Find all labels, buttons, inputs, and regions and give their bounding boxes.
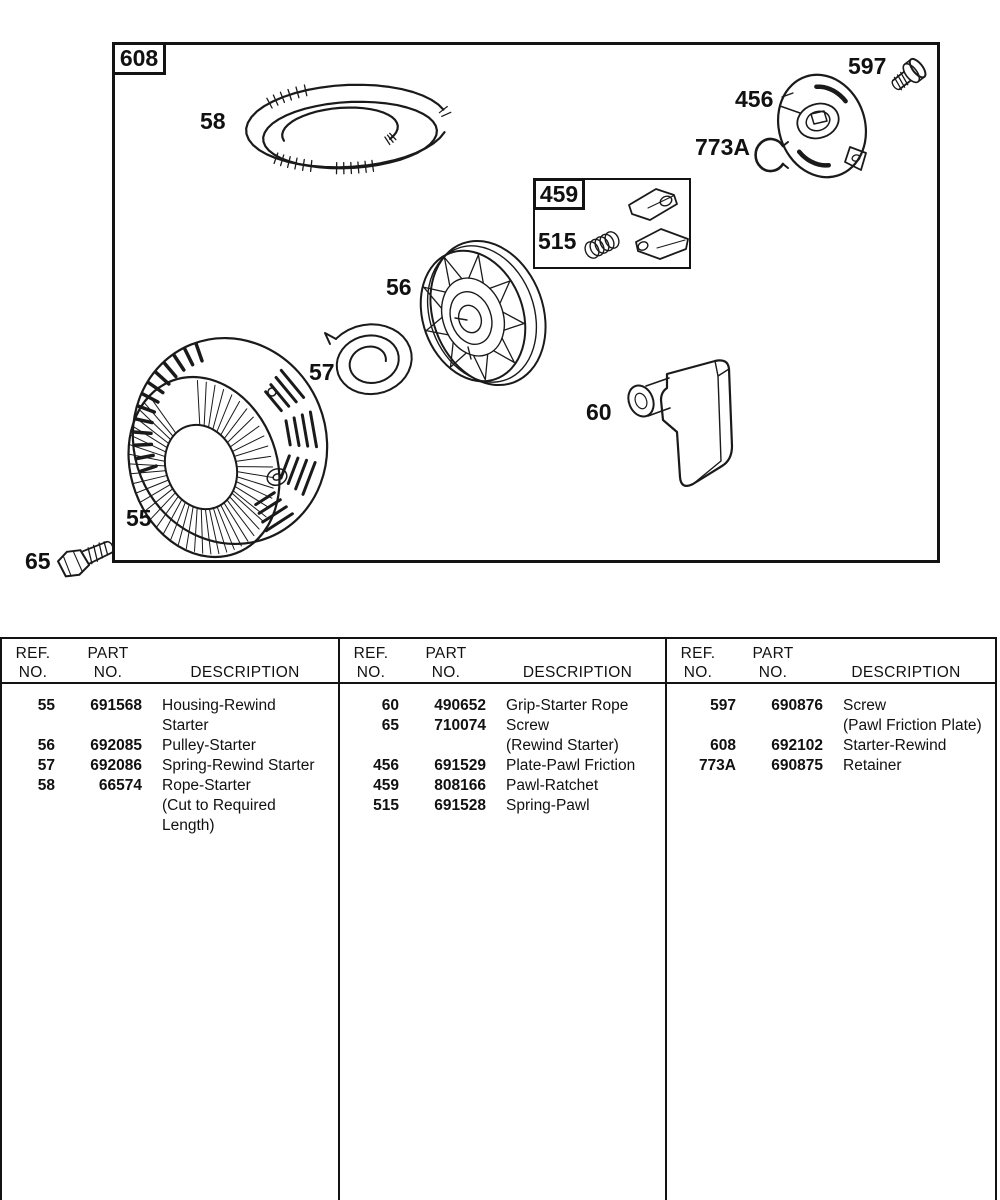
ref-cell: 597 (710, 697, 736, 714)
table-row (2, 816, 338, 836)
part-label-screw-65: 65 (25, 548, 51, 574)
table-group-1 (2, 639, 338, 1200)
description-header: DESCRIPTION (190, 664, 300, 681)
pawl-friction-plate-drawing (765, 63, 879, 188)
part-cell: 691528 (434, 797, 486, 814)
table-row (346, 696, 665, 716)
part-label-spring-515: 515 (538, 228, 577, 254)
description-header: DESCRIPTION (522, 664, 633, 681)
ref-no-header: NO. (18, 664, 48, 681)
parts-table (0, 637, 997, 1200)
part-cell: 690876 (771, 697, 823, 714)
table-group-2 (338, 639, 665, 1200)
part-cell: 710074 (434, 717, 486, 734)
part-header: PART (752, 645, 794, 662)
assembly-ref-label (112, 42, 166, 75)
table-row (683, 756, 995, 776)
desc-cell: Rope-Starter (162, 777, 251, 794)
ref-cell: 55 (37, 697, 55, 714)
table-rows (340, 684, 665, 816)
part-cell: 490652 (434, 697, 486, 714)
table-row (346, 776, 665, 796)
part-header: PART (87, 645, 129, 662)
description-header: DESCRIPTION (851, 664, 961, 681)
ref-no-header: NO. (356, 664, 386, 681)
part-cell: 66574 (98, 777, 142, 794)
ref-cell: 65 (381, 717, 399, 734)
rewind-housing-drawing (102, 309, 358, 579)
ref-cell: 459 (373, 777, 399, 794)
part-no-header: NO. (758, 664, 788, 681)
part-cell: 692102 (771, 737, 823, 754)
desc-cell: Length) (162, 817, 215, 834)
rewind-spring-drawing (325, 324, 412, 394)
table-row (683, 736, 995, 756)
desc-cell: Plate-Pawl Friction (506, 757, 636, 774)
ref-header: REF. (680, 645, 716, 662)
table-row (346, 716, 665, 736)
desc-cell: Pawl-Ratchet (506, 777, 599, 794)
ref-no-header: NO. (683, 664, 713, 681)
desc-cell: Spring-Rewind Starter (162, 757, 315, 774)
table-row (346, 736, 665, 756)
table-row (683, 696, 995, 716)
table-header (667, 639, 995, 684)
starter-grip-drawing (624, 360, 732, 486)
inset-ref-label (533, 178, 585, 210)
inset-ref-number: 459 (539, 180, 579, 207)
part-label-pulley-56: 56 (386, 274, 412, 300)
rope-starter-drawing (246, 85, 451, 174)
part-label-spring-57: 57 (309, 359, 335, 385)
desc-cell: Retainer (843, 757, 902, 774)
table-row (2, 736, 338, 756)
rewind-screw-drawing (56, 534, 118, 581)
table-row (346, 796, 665, 816)
part-label-grip-60: 60 (586, 399, 612, 425)
table-row (2, 796, 338, 816)
ref-cell: 60 (381, 697, 399, 714)
ref-cell: 456 (373, 757, 399, 774)
desc-cell: Starter-Rewind (843, 737, 947, 754)
part-label-rope: 58 (200, 108, 226, 134)
table-row (2, 696, 338, 716)
table-row (683, 716, 995, 736)
table-row (2, 716, 338, 736)
assembly-ref-number: 608 (119, 45, 159, 71)
part-no-header: NO. (93, 664, 123, 681)
part-cell: 690875 (771, 757, 823, 774)
part-label-housing-55: 55 (126, 505, 152, 531)
table-row (2, 776, 338, 796)
ref-cell: 56 (37, 737, 55, 754)
ref-header: REF. (353, 645, 389, 662)
part-cell: 691529 (434, 757, 486, 774)
desc-cell: Housing-Rewind (162, 697, 276, 714)
part-no-header: NO. (431, 664, 461, 681)
pawl-plate-screw-drawing (887, 56, 928, 95)
part-header: PART (425, 645, 467, 662)
desc-cell: Screw (843, 697, 887, 714)
desc-cell: Pulley-Starter (162, 737, 256, 754)
table-row (346, 756, 665, 776)
desc-cell: (Pawl Friction Plate) (843, 717, 982, 734)
table-row (2, 756, 338, 776)
table-header (340, 639, 665, 684)
ref-cell: 58 (37, 777, 55, 794)
ref-header: REF. (15, 645, 51, 662)
pawl-spring-drawing (583, 230, 622, 261)
part-label-plate-456: 456 (735, 86, 774, 112)
part-label-screw-597: 597 (848, 53, 887, 79)
table-header (2, 639, 338, 684)
part-cell: 692086 (90, 757, 142, 774)
part-cell: 808166 (434, 777, 486, 794)
part-label-retainer-773A: 773A (695, 134, 750, 160)
desc-cell: Grip-Starter Rope (506, 697, 629, 714)
desc-cell: (Cut to Required (162, 797, 276, 814)
ref-cell: 57 (37, 757, 55, 774)
desc-cell: Screw (506, 717, 550, 734)
desc-cell: (Rewind Starter) (506, 737, 619, 754)
ref-cell: 515 (373, 797, 399, 814)
desc-cell: Starter (162, 717, 209, 734)
desc-cell: Spring-Pawl (506, 797, 590, 814)
pawl-ratchet-drawing (629, 189, 688, 259)
part-cell: 692085 (90, 737, 142, 754)
table-rows (2, 684, 338, 836)
part-cell: 691568 (90, 697, 142, 714)
table-group-3 (665, 639, 995, 1200)
ref-cell: 773A (698, 757, 736, 774)
ref-cell: 608 (710, 737, 736, 754)
table-rows (667, 684, 995, 776)
